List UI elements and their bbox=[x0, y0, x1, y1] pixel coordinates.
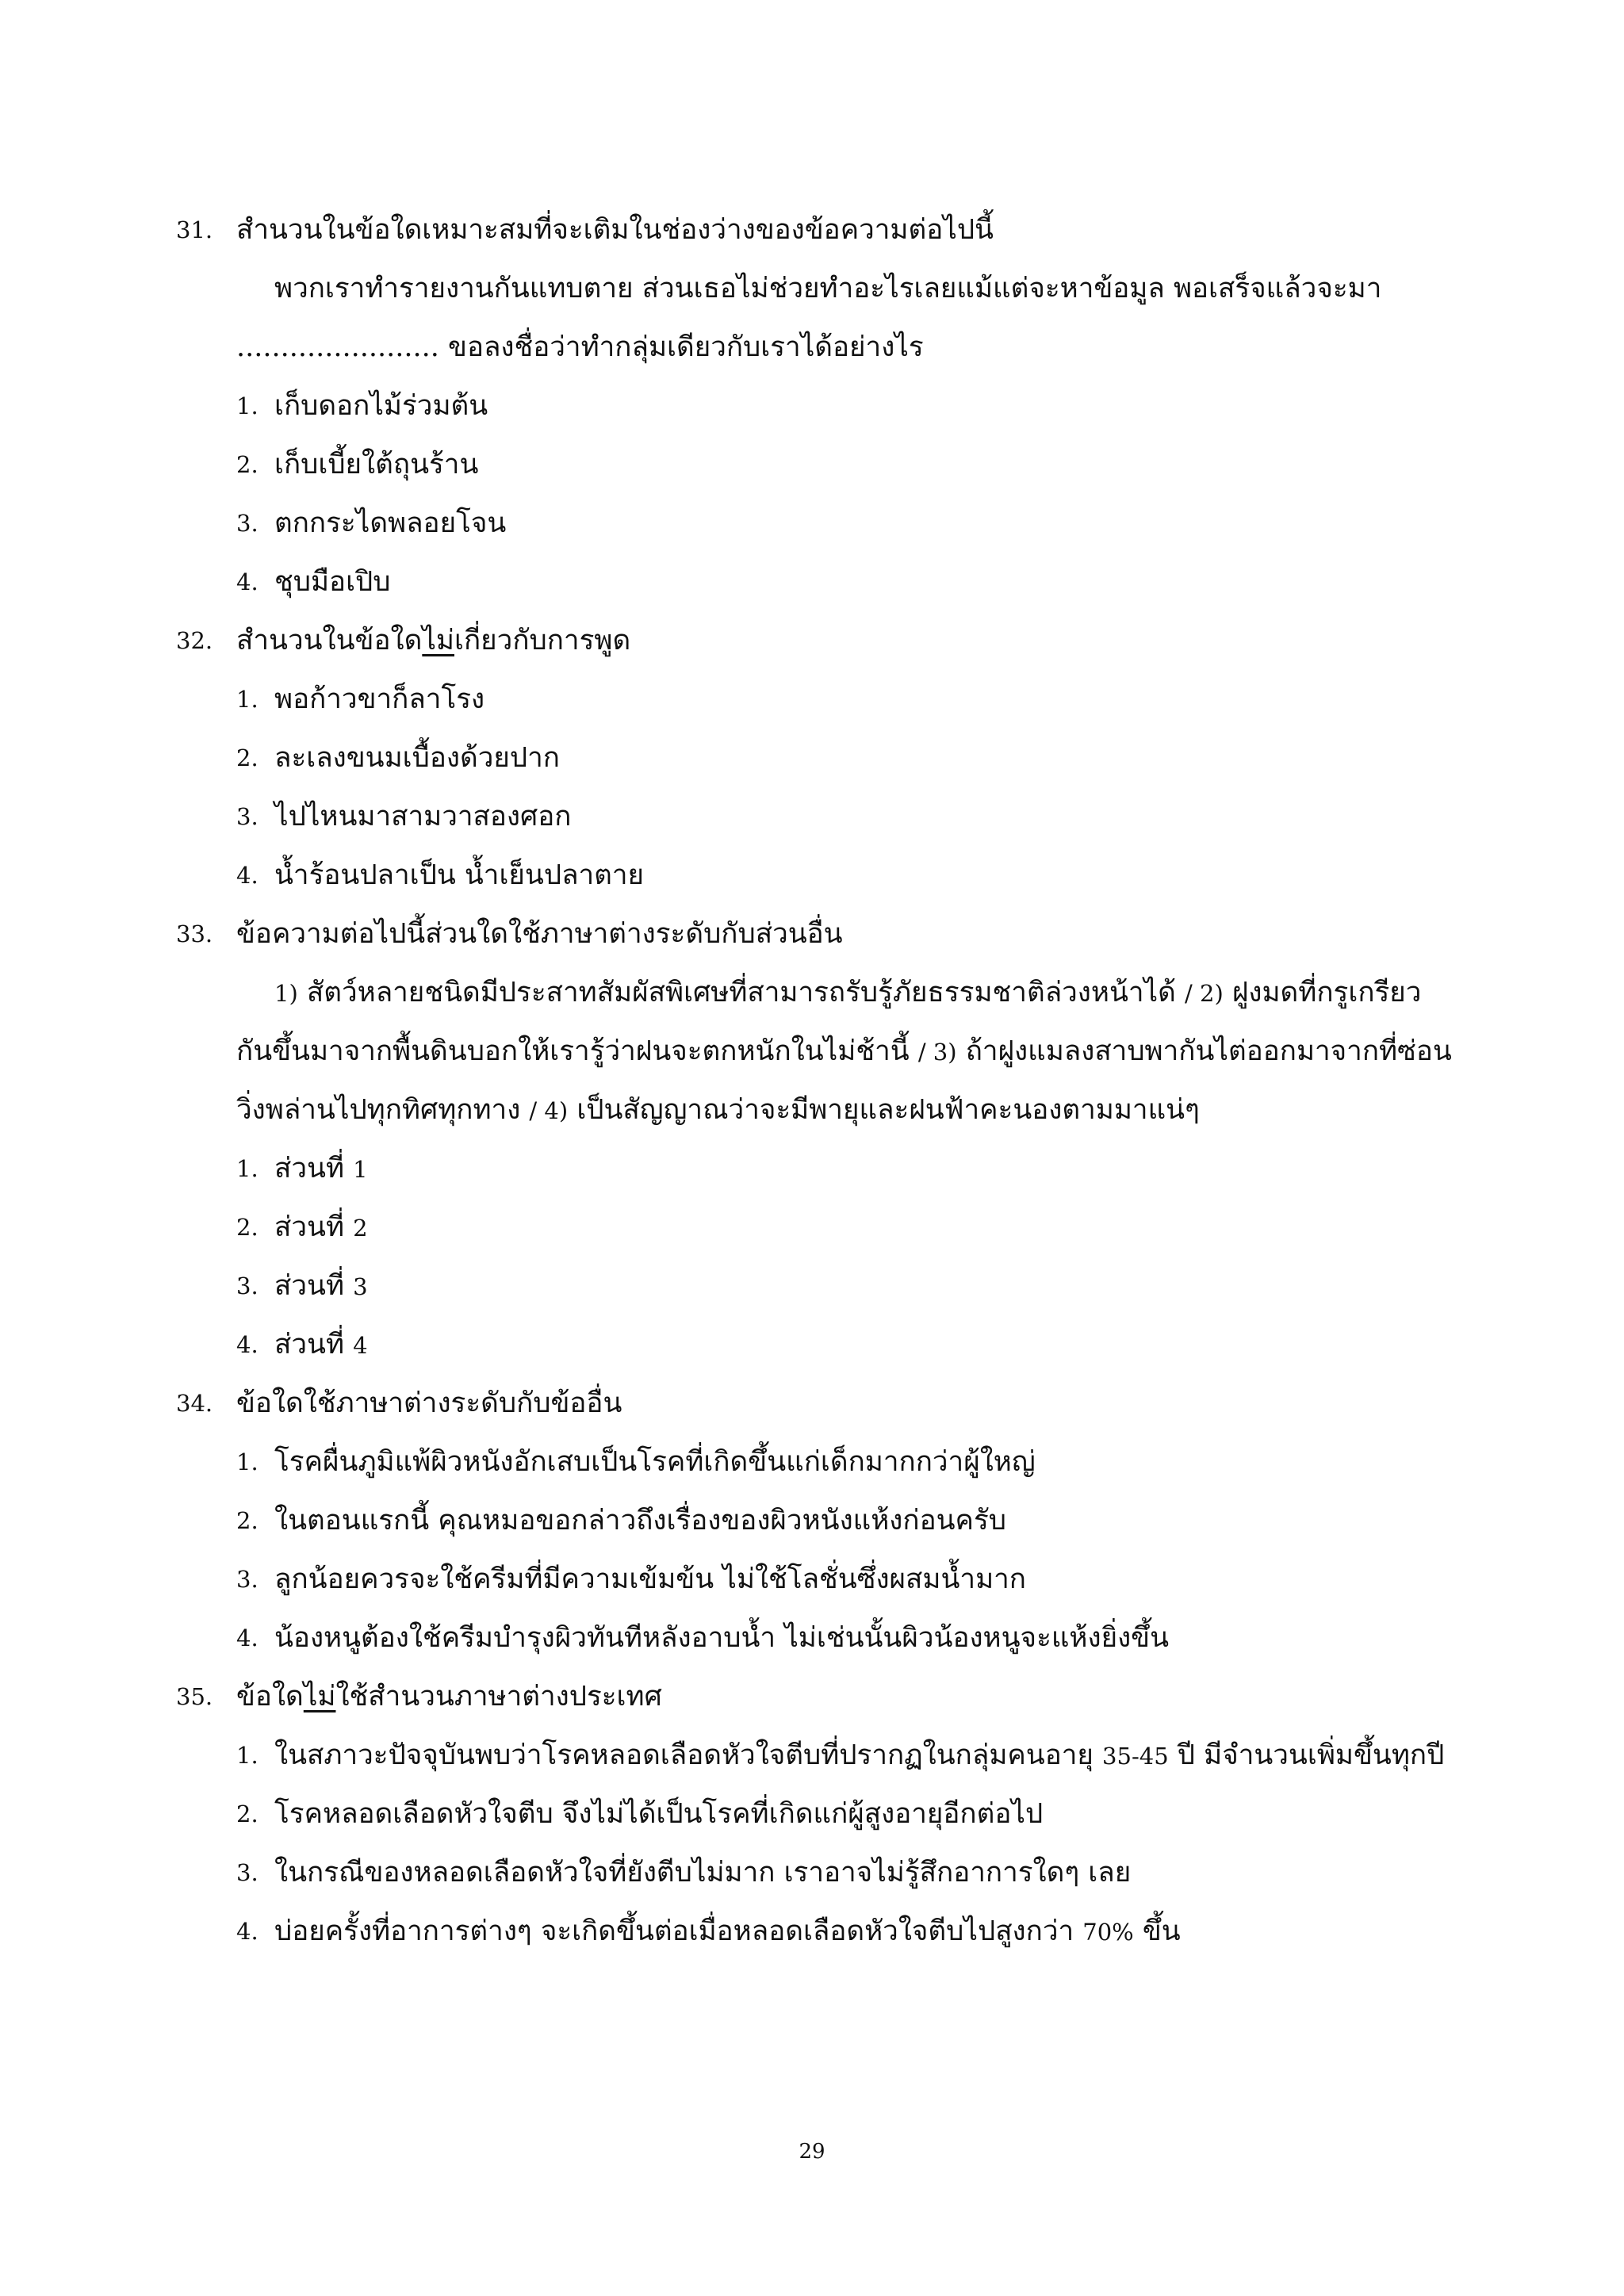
question-number: 31. bbox=[176, 216, 213, 243]
question-stem: ข้อใดใช้ภาษาต่างระดับกับข้ออื่น bbox=[236, 1387, 622, 1419]
question-number: 34. bbox=[176, 1390, 213, 1417]
underlined-negation: ไม่ bbox=[303, 1681, 336, 1712]
document-page: 31. สำนวนในข้อใดเหมาะสมที่จะเติมในช่องว่างของข้อความต่อไปนี้ พวกเราทำรายงานกันแทบตาย ส่วนเธอไม่ช่วยทำอะไรเลยแม้แต่จะหาข้อมูล พอเสร็จแล้วจะมา ....................... ขอลงชื่อว่าทำกลุ่มเดียวกับเราได้อย่างไร 1. เก็บดอกไม้ร่วมต้น 2. เก็บเบี้ยใต้ถุนร้าน 3. ตกกระไดพลอยโจน 4. ชุบมือเปิบ 32. สำนวนในข้อใดไม่เกี่ยวกับการพูด 1. พอก้าวขาก็ลาโรง 2. ละเลงขนมเบื้องด้วยปาก 3. ไปไหนมาสามวาสองศอก 4. น้ำร้อนปลาเป็น น้ำเย็นปลาตาย 33. ข้อความต่อไปนี้ส่วนใดใช้ภาษาต่างระดับกับส่วนอื่น 1) สัตว์หลายชนิดมีประสาทสัมผัสพิเศษที่สามารถรับรู้ภัยธรรมชาติล่วงหน้าได้ / 2) ฝูงมดที่กรูเกรียว กันขึ้นมาจากพื้นดินบอกให้เรารู้ว่าฝนจะตกหนักในไม่ช้านี้ / 3) ถ้าฝูงแมลงสาบพากันไต่ออกมาจากที่ซ่อน วิ่งพล่านไปทุกทิศทุกทาง / 4) เป็นสัญญาณว่าจะมีพายุและฝนฟ้าคะนองตามมาแน่ๆ 1. ส่วนที่ 1 2. ส่วนที่ 2 3. ส่วนที่ 3 4. ส่วนที่ 4 34. ข้อใดใช้ภาษาต่างระดับกับข้ออื่น 1. โรคผื่นภูมิแพ้ผิวหนังอักเสบเป็นโรคที่เกิดขึ้นแก่เด็กมากกว่าผู้ใหญ่ 2. ในตอนแรกนี้ คุณหมอขอกล่าวถึงเรื่องของผิวหนังแห้งก่อนครับ 3. ลูกน้อยควรจะใช้ครีมที่มีความเข้มข้น ไม่ใช้โลชั่นซึ่งผสมน้ำมาก 4. น้องหนูต้องใช้ครีมบำรุงผิวทันทีหลังอาบน้ำ ไม่เช่นนั้นผิวน้องหนูจะแห้งยิ่งขึ้น 35. ข้อใดไม่ใช้สำนวนภาษาต่างประเทศ 1. ในสภาวะปัจจุบันพบว่าโรคหลอดเลือดหัวใจตีบที่ปรากฏในกลุ่มคนอายุ 35-45 ปี มีจำนวนเพิ่มขึ้นทุกปี 2. โรคหลอดเลือดหัวใจตีบ จึงไม่ได้เป็นโรคที่เกิดแก่ผู้สูงอายุอีกต่อไป 3. ในกรณีของหลอดเลือดหัวใจที่ยังตีบไม่มาก เราอาจไม่รู้สึกอาการใดๆ เลย 4. บ่อยครั้งที่อาการต่างๆ จะเกิดขึ้นต่อเมื่อหลอดเลือดหัวใจตีบไปสูงกว่า 70% ขึ้น 29 bbox=[0, 0, 1624, 2296]
page-number: 29 bbox=[799, 2140, 825, 2164]
question-stem: ข้อความต่อไปนี้ส่วนใดใช้ภาษาต่างระดับกับส่วนอื่น bbox=[236, 918, 843, 950]
question-stem: สำนวนในข้อใดไม่เกี่ยวกับการพูด bbox=[236, 625, 631, 656]
underlined-negation: ไม่ bbox=[422, 625, 454, 656]
question-stem: สำนวนในข้อใดเหมาะสมที่จะเติมในช่องว่างของข้อความต่อไปนี้ bbox=[236, 214, 994, 246]
question-number: 32. bbox=[176, 627, 213, 654]
question-number: 33. bbox=[176, 920, 213, 947]
question-number: 35. bbox=[176, 1683, 213, 1710]
question-stem: ข้อใดไม่ใช้สำนวนภาษาต่างประเทศ bbox=[236, 1681, 662, 1712]
